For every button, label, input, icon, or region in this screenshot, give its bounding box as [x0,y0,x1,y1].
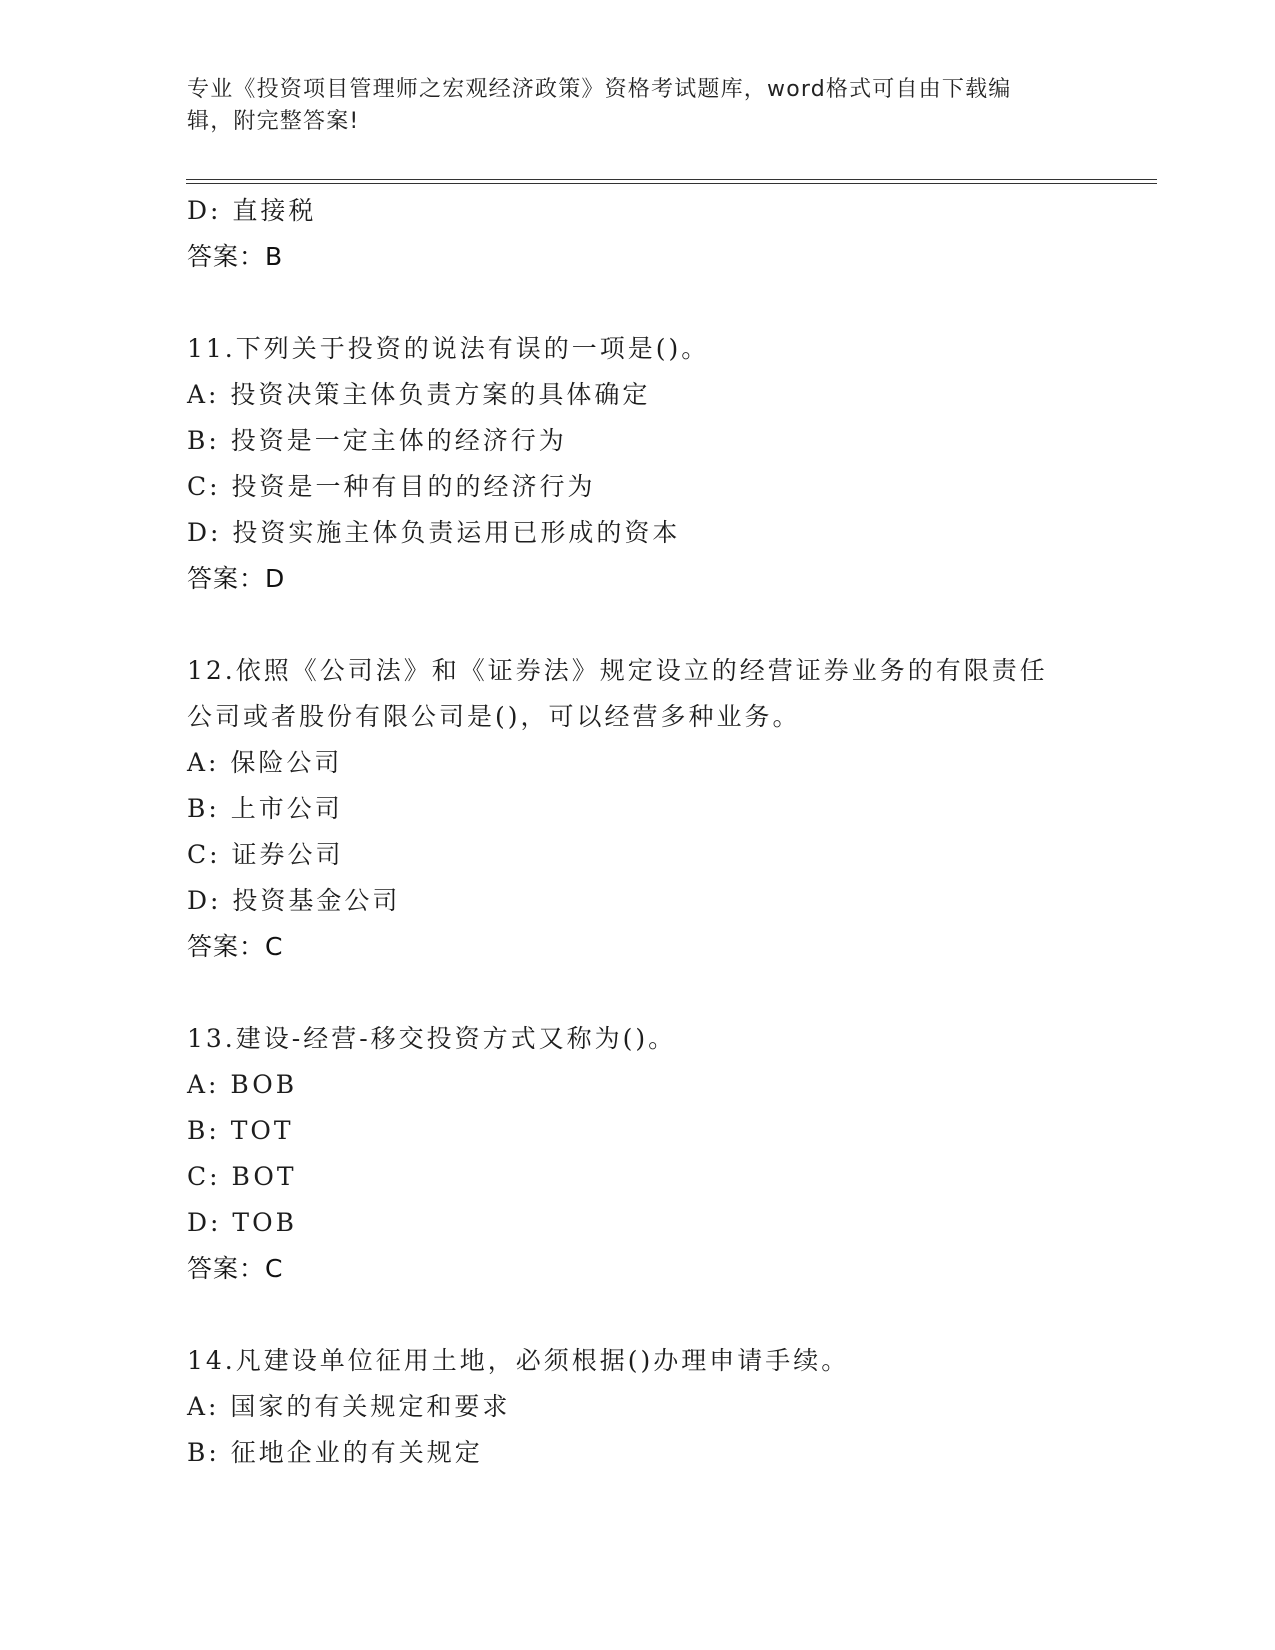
option-c: C: BOT [187,1162,297,1191]
spacer [187,970,1087,1016]
spacer [187,1292,1087,1338]
question-stem: 13.建设-经营-移交投资方式又称为()。 [187,1024,677,1053]
option-b: B: 征地企业的有关规定 [187,1438,483,1467]
option-b: B: TOT [187,1116,294,1145]
answer-line: 答案：B [187,242,284,271]
header-divider-top [186,179,1157,180]
option-a: A: 保险公司 [187,748,343,777]
header-line-1: 专业《投资项目管理师之宏观经济政策》资格考试题库，word格式可自由下载编 [187,77,1012,102]
answer-line: 答案：C [187,1254,284,1283]
question-14 [187,1338,1087,1476]
option-d: D: TOB [187,1208,297,1237]
option-a: A: 国家的有关规定和要求 [187,1392,511,1421]
question-13 [187,1016,1087,1292]
question-stem-line-1: 12.依照《公司法》和《证券法》规定设立的经营证券业务的有限责任 [187,656,1048,685]
option-c: C: 证券公司 [187,840,344,869]
question-11 [187,326,1087,602]
question-12 [187,648,1087,970]
option-d: D: 直接税 [187,196,317,225]
header-line-2: 辑，附完整答案! [187,109,360,134]
question-stem: 11.下列关于投资的说法有误的一项是()。 [187,334,710,363]
option-a: A: 投资决策主体负责方案的具体确定 [187,380,651,409]
question-10-tail [187,188,1087,280]
question-stem: 14.凡建设单位征用土地，必须根据()办理申请手续。 [187,1346,850,1375]
question-stem-line-2: 公司或者股份有限公司是()，可以经营多种业务。 [187,702,801,731]
option-c: C: 投资是一种有目的的经济行为 [187,472,596,501]
answer-line: 答案：C [187,932,284,961]
answer-line: 答案：D [187,564,286,593]
document-header [187,74,1067,138]
option-d: D: 投资实施主体负责运用已形成的资本 [187,518,681,547]
option-b: B: 上市公司 [187,794,343,823]
header-divider-bottom [186,183,1157,184]
option-d: D: 投资基金公司 [187,886,401,915]
spacer [187,280,1087,326]
option-b: B: 投资是一定主体的经济行为 [187,426,567,455]
option-a: A: BOB [187,1070,298,1099]
spacer [187,602,1087,648]
question-list [187,188,1087,1476]
